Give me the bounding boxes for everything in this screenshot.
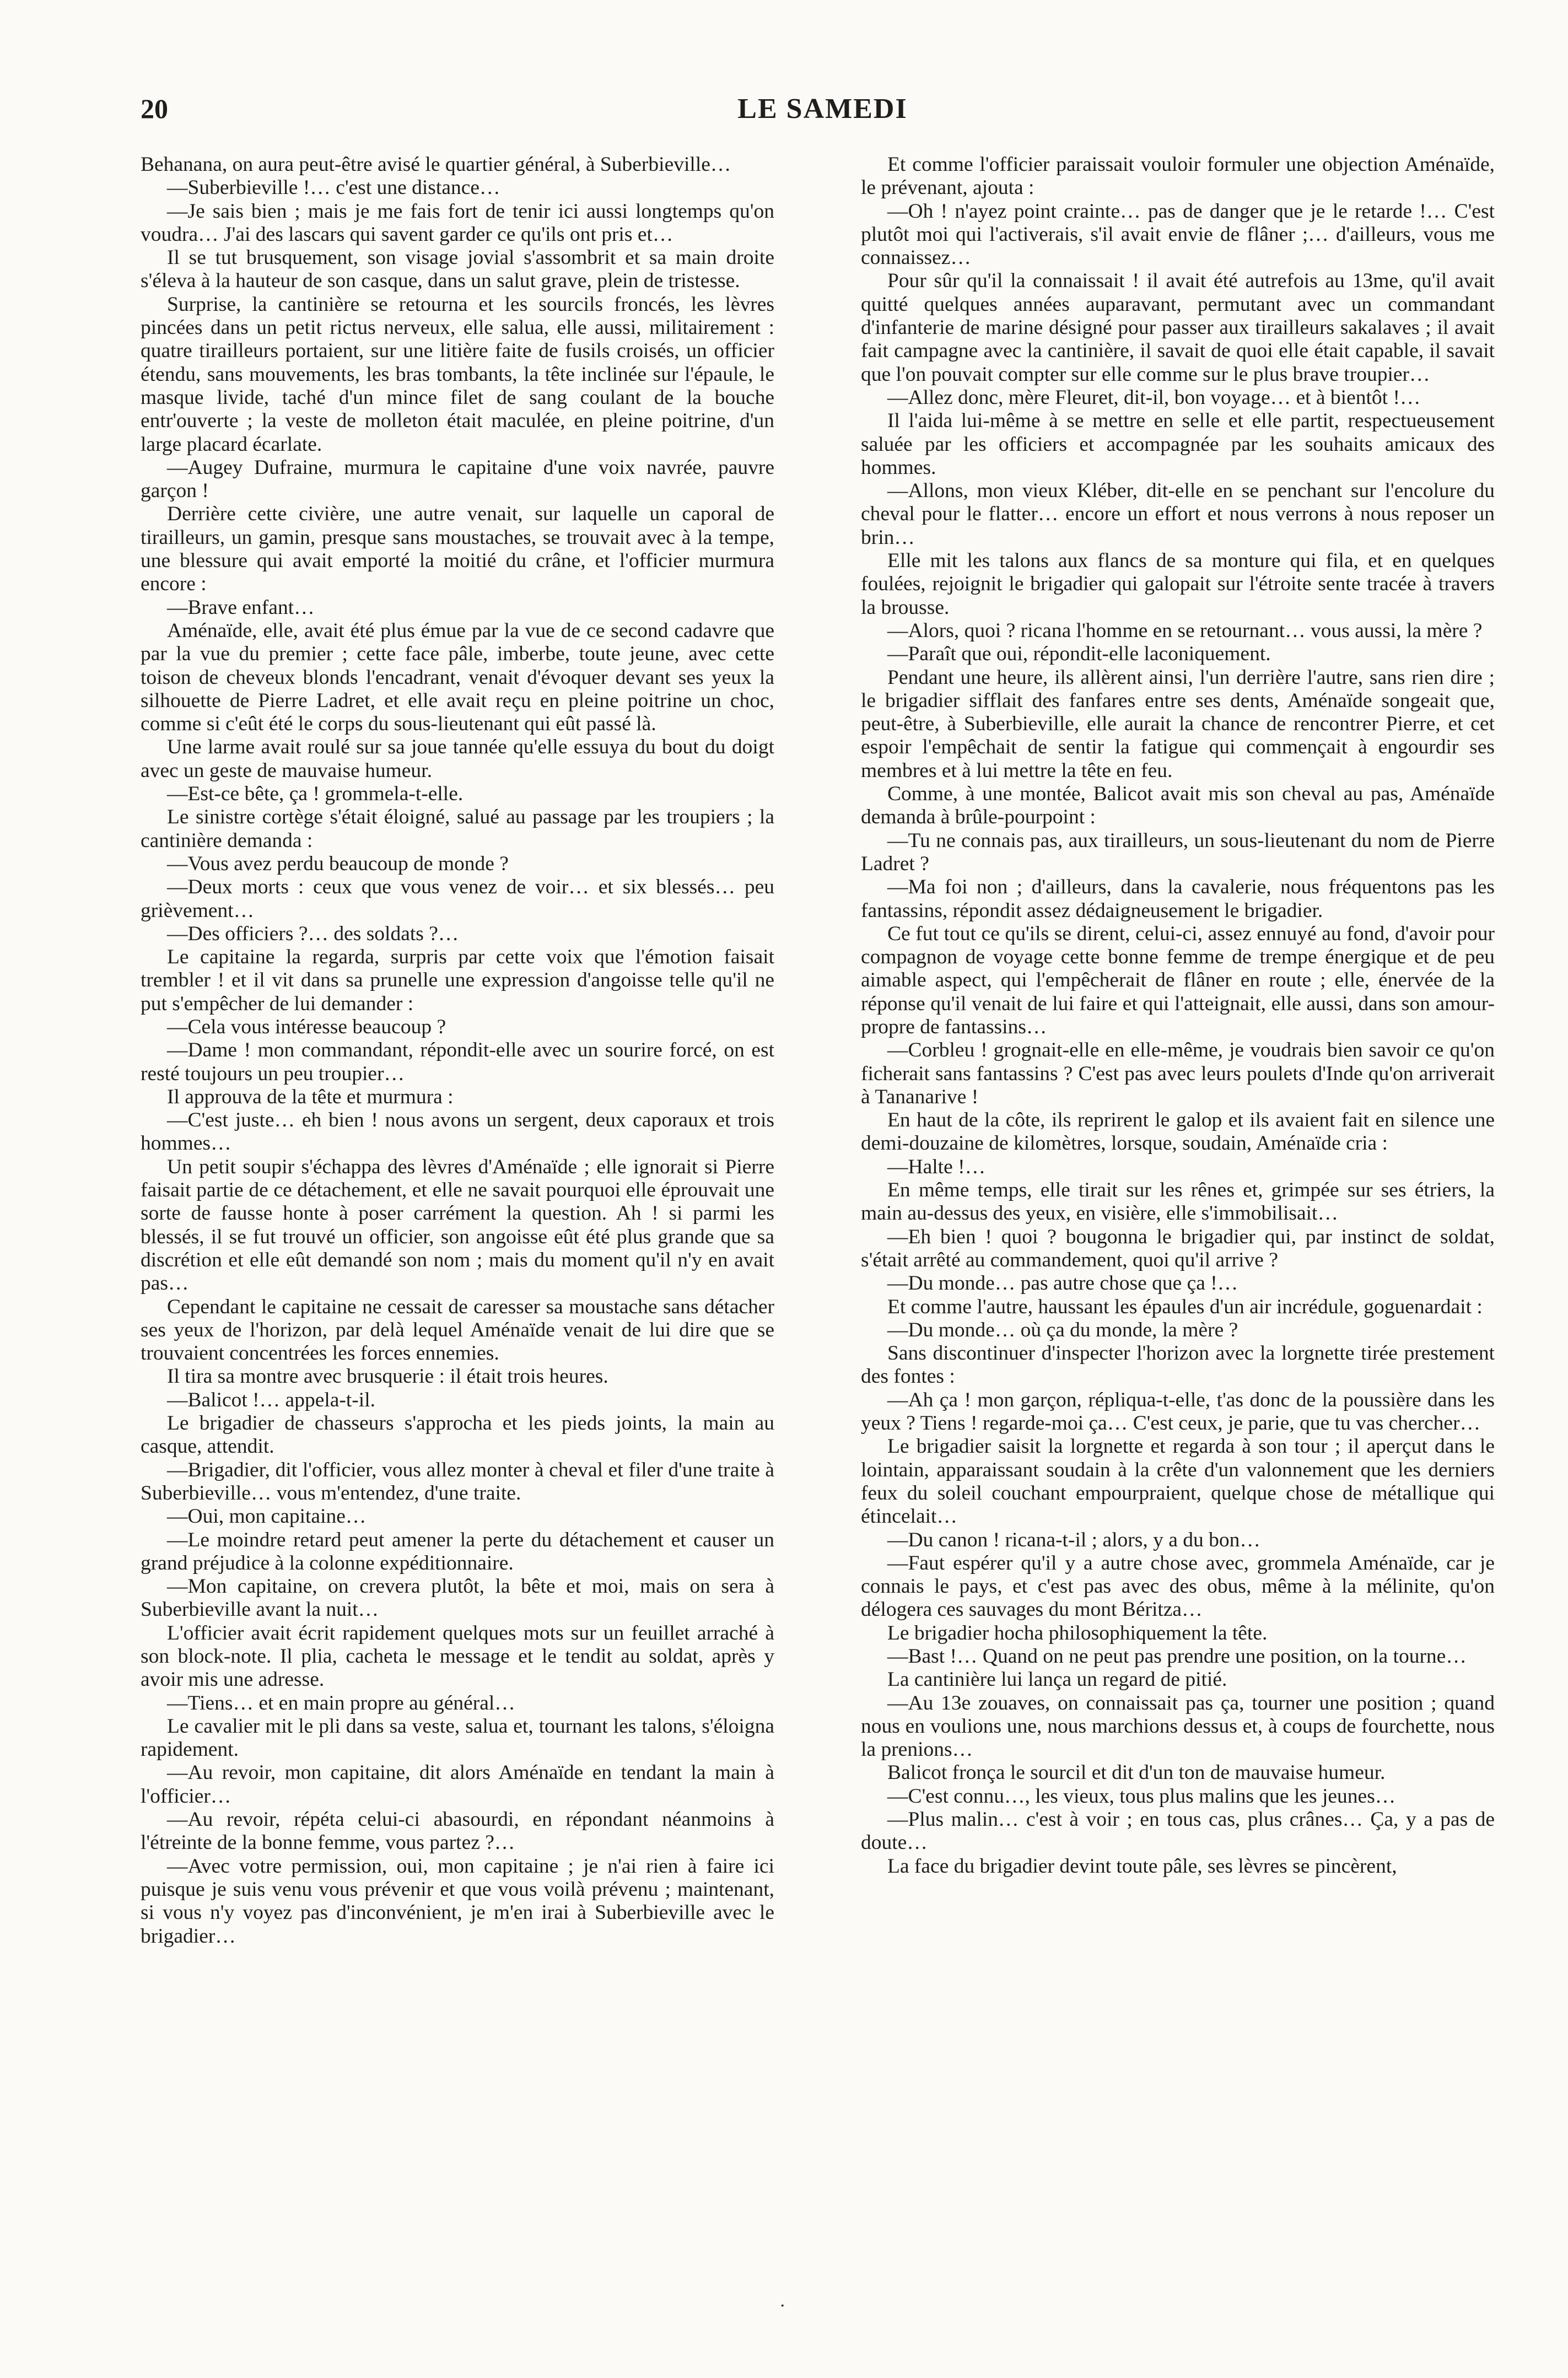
paragraph: La face du brigadier devint toute pâle, ses lèvres se pincèrent, [887, 1854, 1397, 1878]
paragraph: —Mon capitaine, on crevera plutôt, la bête et moi, mais on sera à Suberbieville avant la nuit… [141, 1575, 774, 1621]
paragraph: Et comme l'autre, haussant les épaules d'un air incrédule, goguenardait : [887, 1295, 1483, 1318]
paragraph: Et comme l'officier paraissait vouloir formuler une objection Aménaïde, le prévenant, ajouta : [861, 153, 1495, 199]
paragraph: —Vous avez perdu beaucoup de monde ? [167, 852, 509, 875]
paragraph: —Halte !… [887, 1155, 986, 1178]
paragraph: —Au revoir, répéta celui-ci abasourdi, en répondant néanmoins à l'étreinte de la bonne femme, vous partez ?… [141, 1808, 774, 1854]
paragraph: —Allez donc, mère Fleuret, dit-il, bon voyage… et à bientôt !… [887, 386, 1421, 409]
paragraph: —Dame ! mon commandant, répondit-elle avec un sourire forcé, on est resté toujours un peu troupier… [141, 1039, 774, 1085]
paragraph: —Du monde… pas autre chose que ça !… [887, 1272, 1238, 1295]
paragraph: Le sinistre cortège s'était éloigné, salué au passage par les troupiers ; la cantinière demanda : [141, 806, 774, 852]
paragraph: —C'est connu…, les vieux, tous plus malins que les jeunes… [887, 1784, 1396, 1808]
paragraph: Il approuva de la tête et murmura : [167, 1085, 454, 1108]
paragraph: Elle mit les talons aux flancs de sa monture qui fila, et en quelques foulées, rejoignit le brigadier qui galopait sur l'étroite sente tracée à travers la brousse. [861, 549, 1495, 619]
paragraph: —Je sais bien ; mais je me fais fort de tenir ici aussi longtemps qu'on voudra… J'ai des lascars qui savent garder ce qu'ils ont pris et… [141, 199, 774, 246]
footer-mark: . [780, 2291, 785, 2311]
paragraph: —Est-ce bête, ça ! grommela-t-elle. [167, 783, 464, 806]
paragraph: Le cavalier mit le pli dans sa veste, salua et, tournant les talons, s'éloigna rapidement. [141, 1714, 774, 1761]
paragraph: Aménaïde, elle, avait été plus émue par la vue de ce second cadavre que par la vue du premier ; cette face pâle, imberbe, toute jeune, avec cette toison de cheveux blonds l'encadrant, venait d'évoquer devant ses yeux la silhouette de Pierre Ladret, et elle avait reçu en pleine poitrine un choc, comme si c'eût été le corps du sous-lieutenant qui eût passé là. [141, 619, 774, 736]
paragraph: —Tu ne connais pas, aux tirailleurs, un sous-lieutenant du nom de Pierre Ladret ? [861, 829, 1495, 875]
paragraph: Le brigadier saisit la lorgnette et regarda à son tour ; il aperçut dans le lointain, apparaissant soudain à la crête d'un valonnement que les derniers feux du soleil couchant empourpraient, quelque chose de métallique qui étincelait… [861, 1435, 1495, 1528]
paragraph: —Suberbieville !… c'est une distance… [167, 176, 500, 199]
paragraph: Il l'aida lui-même à se mettre en selle et elle partit, respectueusement saluée par les officiers et accompagnée par les souhaits amicaux des hommes. [861, 409, 1495, 479]
paragraph: —Allons, mon vieux Kléber, dit-elle en se penchant sur l'encolure du cheval pour le flatter… encore un effort et nous verrons à nous reposer un brin… [861, 479, 1495, 549]
paragraph: Comme, à une montée, Balicot avait mis son cheval au pas, Aménaïde demanda à brûle-pourpoint : [861, 783, 1495, 829]
paragraph: Le brigadier hocha philosophiquement la tête. [887, 1621, 1268, 1644]
journal-title: LE SAMEDI [737, 93, 908, 125]
paragraph: Pour sûr qu'il la connaissait ! il avait été autrefois au 13me, qu'il avait quitté quelques années auparavant, permutant avec un commandant d'infanterie de marine désigné pour passer aux tirailleurs sakalaves ; il avait fait campagne avec la cantinière, il savait de quoi elle était capable, il savait que l'on pouvait compter sur elle comme sur le plus brave troupier… [861, 269, 1495, 386]
paragraph: —Ah ça ! mon garçon, répliqua-t-elle, t'as donc de la poussière dans les yeux ? Tiens ! regarde-moi ça… C'est ceux, je parie, que tu vas chercher… [861, 1388, 1495, 1435]
paragraph: L'officier avait écrit rapidement quelques mots sur un feuillet arraché à son block-note. Il plia, cacheta le message et le tendit au soldat, après y avoir mis une adresse. [141, 1621, 774, 1691]
paragraph: Une larme avait roulé sur sa joue tannée qu'elle essuya du bout du doigt avec un geste de mauvaise humeur. [141, 736, 774, 782]
paragraph: Derrière cette civière, une autre venait, sur laquelle un caporal de tirailleurs, un gamin, presque sans moustaches, se trouvait avec à la tempe, une blessure qui avait emporté la moitié du crâne, et l'officier murmura encore : [141, 503, 774, 596]
paragraph: Il tira sa montre avec brusquerie : il était trois heures. [167, 1365, 608, 1388]
paragraph: —Brigadier, dit l'officier, vous allez monter à cheval et filer d'une traite à Suberbieville… vous m'entendez, d'une traite. [141, 1458, 774, 1505]
paragraph: En même temps, elle tirait sur les rênes et, grimpée sur ses étriers, la main au-dessus des yeux, en visière, elle s'immobilisait… [861, 1179, 1495, 1225]
page-header [141, 93, 1505, 137]
paragraph: —Augey Dufraine, murmura le capitaine d'une voix navrée, pauvre garçon ! [141, 456, 774, 503]
paragraph: La cantinière lui lança un regard de pitié. [887, 1668, 1227, 1691]
left-column [141, 153, 774, 2280]
paragraph: —Au revoir, mon capitaine, dit alors Aménaïde en tendant la main à l'officier… [141, 1761, 774, 1808]
paragraph: —Alors, quoi ? ricana l'homme en se retournant… vous aussi, la mère ? [887, 619, 1483, 642]
paragraph: —Paraît que oui, répondit-elle laconiquement. [887, 643, 1271, 666]
paragraph: —Au 13e zouaves, on connaissait pas ça, tourner une position ; quand nous en voulions une, nous marchions dessus et, à coups de fourchette, nous la prenions… [861, 1691, 1495, 1761]
paragraph: Surprise, la cantinière se retourna et les sourcils froncés, les lèvres pincées dans un petit rictus nerveux, elle salua, elle aussi, militairement : quatre tirailleurs portaient, sur une litière faite de fusils croisés, un officier étendu, sans mouvements, les bras tombants, la tête inclinée sur l'épaule, le masque livide, taché d'un mince filet de sang coulant de la bouche entr'ouverte ; la veste de molleton était maculée, en pleine poitrine, d'un large placard écarlate. [141, 293, 774, 456]
paragraph: Ce fut tout ce qu'ils se dirent, celui-ci, assez ennuyé au fond, d'avoir pour compagnon de voyage cette bonne femme de trempe énergique et de peu aimable aspect, qui l'empêcherait de flâner en route ; elle, énervée de la réponse qu'il venait de lui faire et qui l'atteignait, elle aussi, dans son amour-propre de fantassins… [861, 922, 1495, 1038]
paragraph: Un petit soupir s'échappa des lèvres d'Aménaïde ; elle ignorait si Pierre faisait partie de ce détachement, et elle ne savait pourquoi elle éprouvait une sorte de fausse honte à poser carrément la question. Ah ! si parmi les blessés, il se fut trouvé un officier, son angoisse eût été plus grande que sa discrétion et elle eût demandé son nom ; mais du moment qu'il n'y en avait pas… [141, 1155, 774, 1295]
paragraph: —Ma foi non ; d'ailleurs, dans la cavalerie, nous fréquentons pas les fantassins, répondit assez dédaigneusement le brigadier. [861, 876, 1495, 922]
paragraph: —Du monde… où ça du monde, la mère ? [887, 1318, 1238, 1341]
paragraph: —Oh ! n'ayez point crainte… pas de danger que je le retarde !… C'est plutôt moi qui l'activerais, s'il avait envie de flâner ;… d'ailleurs, vous me connaissez… [861, 199, 1495, 269]
paragraph: Pendant une heure, ils allèrent ainsi, l'un derrière l'autre, sans rien dire ; le brigadier sifflait des fanfares entre ses dents, Aménaïde songeait que, peut-être, à Suberbieville, elle aurait la chance de rencontrer Pierre, et cet espoir l'empêchait de sentir la fatigue qui commençait à engourdir ses membres et à lui mettre la tête en feu. [861, 666, 1495, 782]
paragraph: —Tiens… et en main propre au général… [167, 1691, 515, 1714]
paragraph: —Du canon ! ricana-t-il ; alors, y a du bon… [887, 1528, 1260, 1551]
paragraph: —Deux morts : ceux que vous venez de voir… et six blessés… peu grièvement… [141, 876, 774, 922]
paragraph: —Le moindre retard peut amener la perte du détachement et causer un grand préjudice à la colonne expéditionnaire. [141, 1528, 774, 1574]
paragraph: Le capitaine la regarda, surpris par cette voix que l'émotion faisait trembler ! et il vit dans sa prunelle une expression d'angoisse telle qu'il ne put s'empêcher de lui demander : [141, 946, 774, 1015]
paragraph: —Plus malin… c'est à voir ; en tous cas, plus crânes… Ça, y a pas de doute… [861, 1808, 1495, 1854]
paragraph: —Brave enfant… [167, 596, 315, 619]
paragraph: —Cela vous intéresse beaucoup ? [167, 1015, 446, 1038]
paragraph: —Bast !… Quand on ne peut pas prendre une position, on la tourne… [887, 1645, 1467, 1668]
paragraph: —C'est juste… eh bien ! nous avons un sergent, deux caporaux et trois hommes… [141, 1109, 774, 1155]
paragraph: —Corbleu ! grognait-elle en elle-même, je voudrais bien savoir ce qu'on ficherait sans fantassins ? C'est pas avec leurs poulets d'Inde qu'on arriverait à Tananarive ! [861, 1039, 1495, 1108]
page-number: 20 [141, 93, 168, 124]
paragraph: —Eh bien ! quoi ? bougonna le brigadier qui, par instinct de soldat, s'était arrêté au commandement, quoi qu'il arrive ? [861, 1225, 1495, 1271]
paragraph: Il se tut brusquement, son visage jovial s'assombrit et sa main droite s'éleva à la hauteur de son casque, dans un salut grave, plein de tristesse. [141, 246, 774, 293]
paragraph: —Oui, mon capitaine… [167, 1505, 367, 1528]
paragraph: En haut de la côte, ils reprirent le galop et ils avaient fait en silence une demi-douzaine de kilomètres, lorsque, soudain, Aménaïde cria : [861, 1109, 1495, 1155]
paragraph: Cependant le capitaine ne cessait de caresser sa moustache sans détacher ses yeux de l'horizon, par delà lequel Aménaïde venait de lui dire que se trouvaient concentrées les forces ennemies. [141, 1295, 774, 1365]
paragraph: —Balicot !… appela-t-il. [167, 1388, 376, 1411]
paragraph: Le brigadier de chasseurs s'approcha et les pieds joints, la main au casque, attendit. [141, 1412, 774, 1458]
paragraph: Balicot fronça le sourcil et dit d'un ton de mauvaise humeur. [887, 1761, 1386, 1784]
paragraph: —Avec votre permission, oui, mon capitaine ; je n'ai rien à faire ici puisque je suis venu vous prévenir et que vous voilà prévenu ; maintenant, si vous n'y voyez pas d'inconvénient, je m'en irai à Suberbieville avec le brigadier… [141, 1854, 774, 1948]
paragraph: —Faut espérer qu'il y a autre chose avec, grommela Aménaïde, car je connais le pays, et c'est pas avec des obus, même à la mélinite, qu'on délogera ces sauvages du mont Béritza… [861, 1551, 1495, 1621]
paragraph: —Des officiers ?… des soldats ?… [167, 922, 459, 945]
paragraph: Sans discontinuer d'inspecter l'horizon avec la lorgnette tirée prestement des fontes : [861, 1342, 1495, 1388]
paragraph: Behanana, on aura peut-être avisé le quartier général, à Suberbieville… [141, 153, 731, 176]
right-column [861, 153, 1495, 2280]
